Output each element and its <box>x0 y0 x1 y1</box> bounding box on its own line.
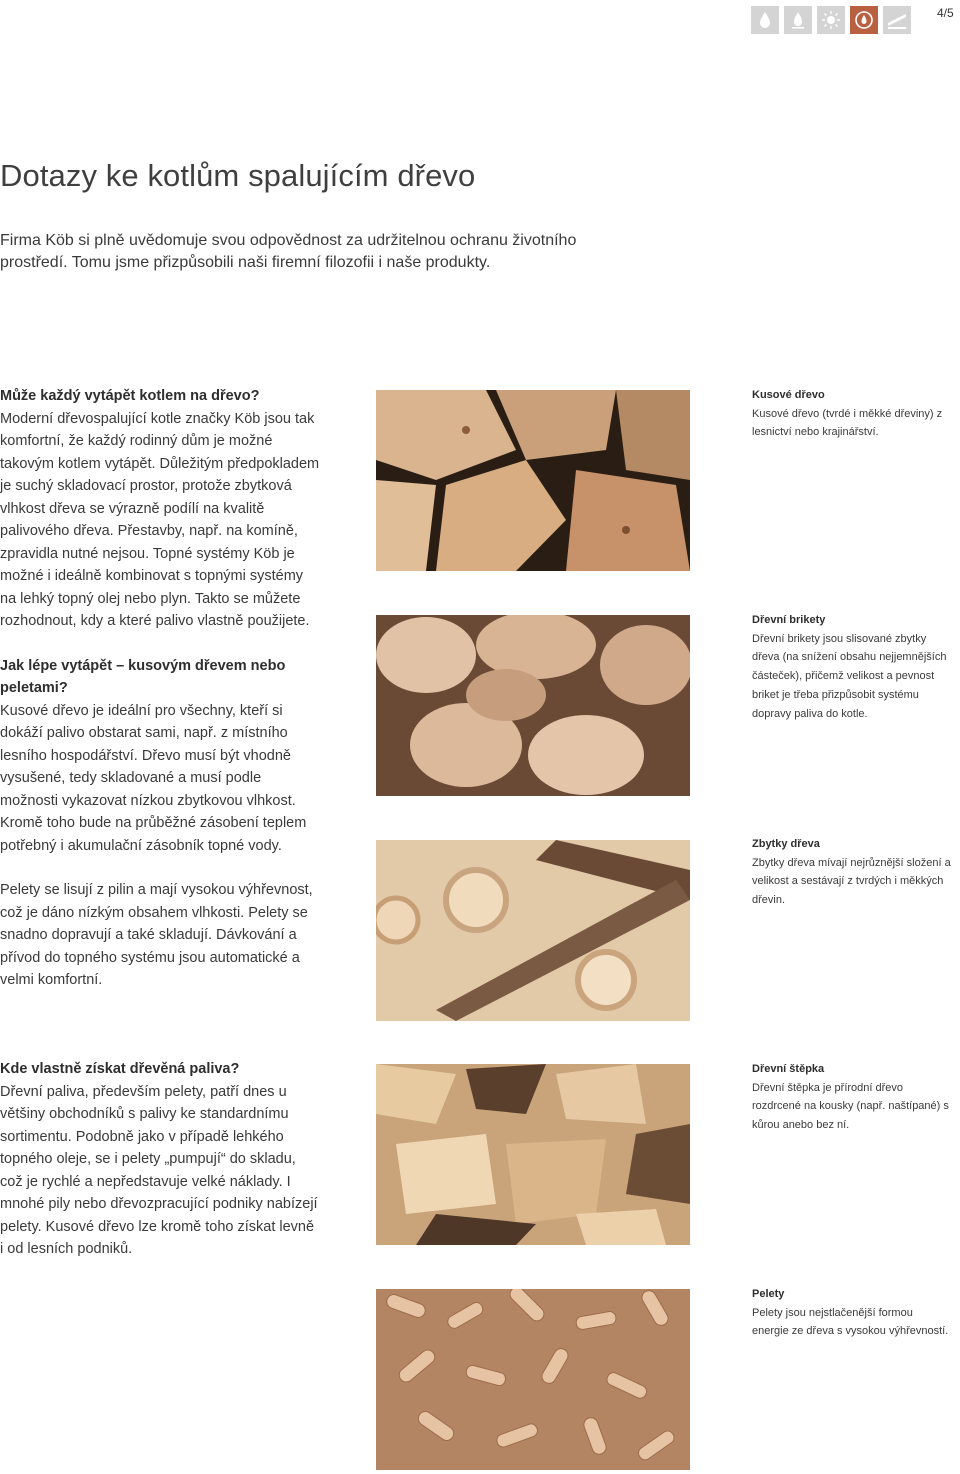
faq-heading: Může každý vytápět kotlem na dřevo? <box>0 388 260 404</box>
faq-section-3 <box>0 1058 320 1261</box>
fuel-caption-text: Zbytky dřeva mívají nejrůznější složení a velikost a sestávají z tvrdých i měkkých dřevin. <box>752 856 951 907</box>
heat-pump-icon <box>883 6 911 34</box>
faq-paragraph: Pelety se lisují z pilin a mají vysokou výhřevnost, což je dáno nízkým obsahem vlhkosti. Pelety se snadno dopravují a také skladují. Dávkování a přívod do topného systému jsou automatické a velmi komfortní. <box>0 882 313 988</box>
wood-logs-icon <box>850 6 878 34</box>
sun-icon <box>817 6 845 34</box>
briquettes-photo <box>376 615 690 796</box>
oil-drop-icon <box>751 6 779 34</box>
page-title: Dotazy ke kotlům spalujícím dřevo <box>0 158 476 193</box>
energy-icons <box>751 6 911 34</box>
intro-text: Firma Köb si plně uvědomuje svou odpovědnost za udržitelnou ochranu životního prostředí. Tomu jsme přizpůsobili naši firemní filozofii i naše produkty. <box>0 232 577 271</box>
fuel-caption-title: Dřevní brikety <box>752 614 826 626</box>
wood-scraps-photo <box>376 840 690 1021</box>
page-number: 4/5 <box>937 6 954 20</box>
fuel-caption-title: Zbytky dřeva <box>752 838 820 850</box>
fuel-caption <box>752 1060 952 1135</box>
fuel-caption <box>752 611 952 723</box>
fuel-caption-text: Dřevní brikety jsou slisované zbytky dřeva (na snížení obsahu nejjemnějších částeček), přičemž velikost a pevnost briket je třeba přizpůsobit systému dopravy paliva do kotle. <box>752 632 947 720</box>
fuel-caption-title: Dřevní štěpka <box>752 1063 825 1075</box>
fuel-caption <box>752 1285 952 1341</box>
firewood-photo <box>376 390 690 571</box>
fuel-caption <box>752 386 952 442</box>
fuel-caption-title: Kusové dřevo <box>752 389 825 401</box>
gas-flame-icon <box>784 6 812 34</box>
fuel-caption <box>752 835 952 910</box>
faq-heading: Kde vlastně získat dřevěná paliva? <box>0 1061 240 1077</box>
faq-paragraph: Kusové dřevo je ideální pro všechny, kteří si dokáží palivo obstarat sami, např. z místního lesního hospodářství. Dřevo musí být vhodně vysušené, tedy skladované a musí podle možnosti vykazovat nízkou zbytkovou vlhkost. Kromě toho bude na průběžné zásobení teplem potřebný i akumulační zásobník topné vody. <box>0 702 307 854</box>
fuel-caption-text: Pelety jsou nejstlačenější formou energie ze dřeva s vysokou výhřevností. <box>752 1306 949 1338</box>
faq-paragraph: Dřevní paliva, především pelety, patří dnes u většiny obchodníků s palivy ke standardnímu sortimentu. Podobně jako v případě lehkého topného oleje, se i pelety „pumpují“ do skladu, což je rychlé a nepředstavuje velké náklady. I mnohé pily nebo dřevozpracující podniky nabízejí pelety. Kusové dřevo lze kromě toho získat levně i od lesních podniků. <box>0 1083 318 1257</box>
fuel-caption-title: Pelety <box>752 1288 785 1300</box>
wood-chips-photo <box>376 1064 690 1245</box>
faq-paragraph: Moderní dřevospalující kotle značky Köb jsou tak komfortní, že každý rodinný dům je možné takovým kotlem vytápět. Důležitým předpokladem je suchý skladovací prostor, protože zbytková vlhkost dřeva se výrazně podílí na kvalitě palivového dřeva. Přestavby, např. na komíně, zpravidla nutné nejsou. Topné systémy Köb je možné i ideálně kombinovat s topnými systémy na lehký topný olej nebo plyn. Takto se můžete rozhodnout, kdy a které palivo vlastně použijete. <box>0 410 320 629</box>
faq-section-1 <box>0 385 320 992</box>
fuel-caption-text: Kusové dřevo (tvrdé i měkké dřeviny) z lesnictví nebo krajinářství. <box>752 407 943 439</box>
faq-heading: Jak lépe vytápět – kusovým dřevem nebo peletami? <box>0 657 286 696</box>
fuel-caption-text: Dřevní štěpka je přírodní dřevo rozdrcené na kousky (např. naštípané) s kůrou anebo bez ní. <box>752 1081 949 1132</box>
pellets-photo <box>376 1289 690 1470</box>
